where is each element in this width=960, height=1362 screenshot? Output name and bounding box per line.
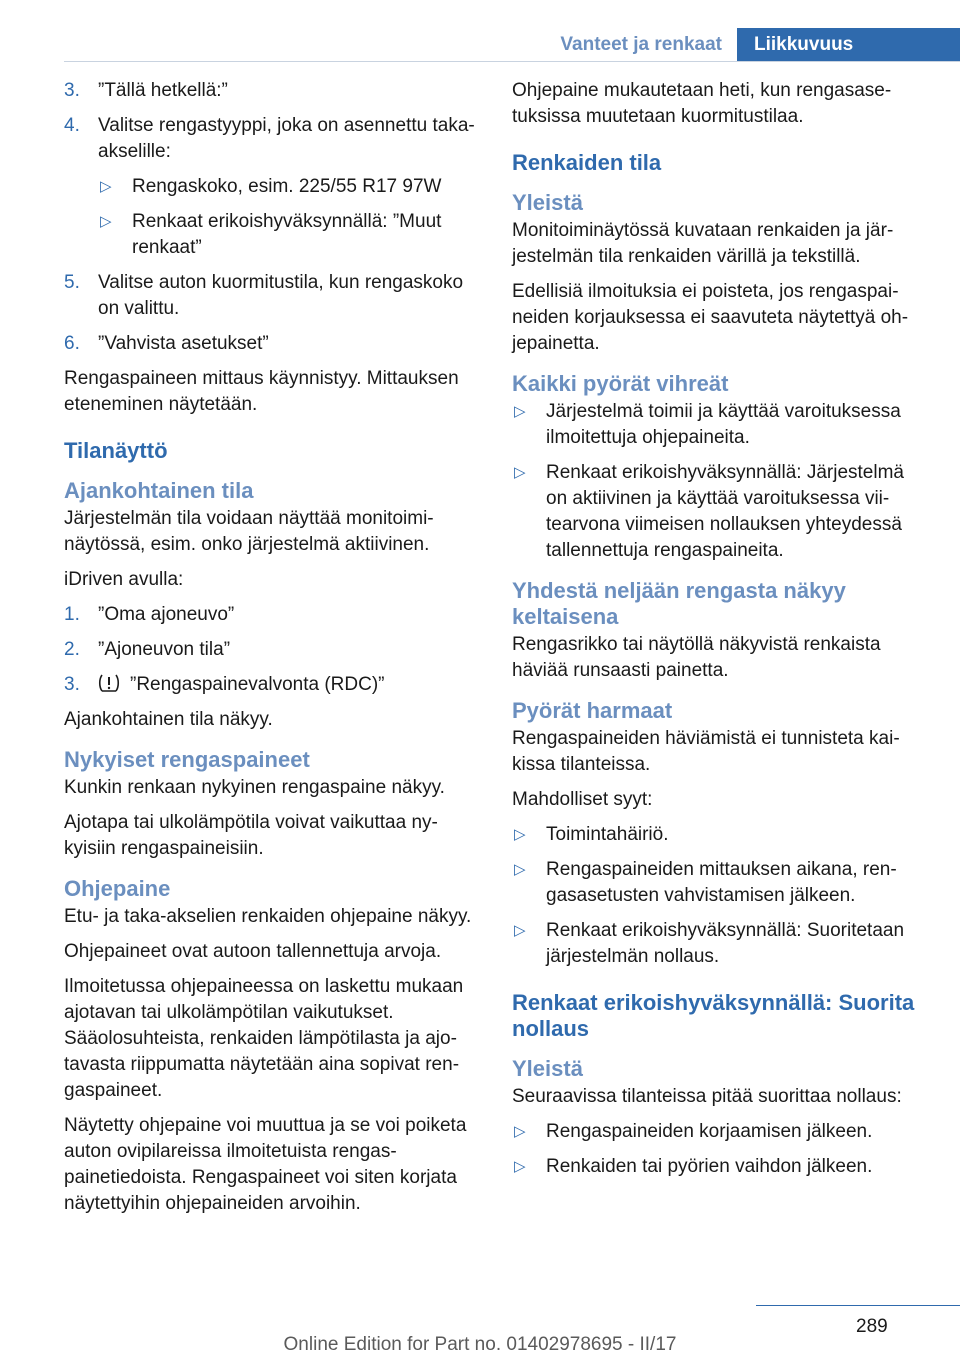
subsection-heading: Yleistä bbox=[512, 1056, 583, 1081]
paragraph: Näytetty ohjepaine voi muuttua ja se voi poiketa auton ovipilareissa ilmoitetuista rengaspainetiedoista. Rengaspaineet voi siten korjata näytettyihin ohjepaineiden arvoihin. bbox=[64, 1115, 467, 1214]
bullet-item bbox=[512, 918, 928, 970]
sub-bullet bbox=[98, 174, 476, 200]
paragraph: Ajotapa tai ulkolämpötila voivat vaikuttaa nykyisiin rengaspaineisiin. bbox=[64, 812, 438, 859]
subsection-heading: Pyörät harmaat bbox=[512, 698, 673, 723]
list-item bbox=[64, 331, 476, 357]
subsection-heading: Yleistä bbox=[512, 190, 583, 215]
bullet-item bbox=[512, 822, 928, 848]
paragraph: Rengasrikko tai näytöllä näkyvistä renkaista häviää runsaasti painetta. bbox=[512, 634, 881, 681]
edition-footer: Online Edition for Part no. 01402978695 - II/17 bbox=[283, 1334, 677, 1355]
step-text: Valitse auton kuormitustila, kun rengaskoko on valittu. bbox=[98, 272, 464, 319]
paragraph: Monitoiminäytössä kuvataan renkaiden ja järjestelmän tila renkaiden värillä ja tekstillä. bbox=[512, 220, 894, 267]
header-divider bbox=[64, 61, 960, 62]
list-item bbox=[64, 78, 476, 104]
step-number: 6. bbox=[64, 333, 80, 354]
paragraph: Järjestelmän tila voidaan näyttää monitoiminäytössä, esim. onko järjestelmä aktiivinen. bbox=[64, 508, 434, 555]
list-item bbox=[64, 113, 476, 165]
triangle-bullet-icon: ▷ bbox=[514, 1123, 526, 1140]
bullet-text: Renkaat erikoishyväksynnällä: Järjestelmä on aktiivinen ja käyttää varoituksessa viitearvona viimeisen nollauksen yhteydessä tallennettuja rengaspaineita. bbox=[546, 462, 904, 561]
tire-pressure-warning-icon bbox=[98, 673, 120, 693]
bullet-text: Rengaspaineiden korjaamisen jälkeen. bbox=[546, 1121, 873, 1142]
step-text: ”Oma ajoneuvo” bbox=[98, 604, 235, 625]
step-text: ”Ajoneuvon tila” bbox=[98, 639, 231, 660]
subsection-heading: Ohjepaine bbox=[64, 876, 171, 901]
step-number: 3. bbox=[64, 674, 80, 695]
step-number: 2. bbox=[64, 639, 80, 660]
sub-bullet bbox=[98, 209, 476, 261]
header-section-title: Vanteet ja renkaat bbox=[560, 33, 722, 55]
header-chapter-tab: Liikkuvuus bbox=[737, 28, 960, 61]
page-number-rule bbox=[756, 1305, 960, 1306]
paragraph: Etu- ja taka-akselien renkaiden ohjepaine näkyy. bbox=[64, 906, 472, 927]
left-column bbox=[64, 78, 476, 1226]
right-column bbox=[512, 78, 928, 1189]
paragraph: iDriven avulla: bbox=[64, 569, 184, 590]
paragraph: Seuraavissa tilanteissa pitää suorittaa nollaus: bbox=[512, 1086, 902, 1107]
subsection-heading: Nykyiset rengaspaineet bbox=[64, 747, 310, 772]
step-text: ”Rengaspainevalvonta (RDC)” bbox=[130, 674, 385, 695]
list-item bbox=[64, 602, 476, 628]
paragraph: Ilmoitetussa ohjepaineessa on laskettu mukaan ajotavan tai ulkolämpötilan vaikutukset. Sääolosuhteista, renkaiden lämpötilasta ja ajotavasta riippumatta näytetään aina sopivat rengaspaineet. bbox=[64, 976, 464, 1101]
page-number: 289 bbox=[856, 1316, 888, 1337]
step-text: ”Tällä hetkellä:” bbox=[98, 80, 228, 101]
paragraph: Mahdolliset syyt: bbox=[512, 789, 653, 810]
paragraph: Rengaspaineen mittaus käynnistyy. Mittauksen eteneminen näytetään. bbox=[64, 368, 459, 415]
step-text: Valitse rengastyyppi, joka on asennettu taka-akselille: bbox=[98, 115, 475, 162]
triangle-bullet-icon: ▷ bbox=[514, 826, 526, 843]
bullet-text: Toimintahäiriö. bbox=[546, 824, 669, 845]
step-number: 5. bbox=[64, 272, 80, 293]
triangle-bullet-icon: ▷ bbox=[514, 922, 526, 939]
triangle-bullet-icon: ▷ bbox=[514, 861, 526, 878]
bullet-item bbox=[512, 1154, 928, 1180]
list-item bbox=[64, 637, 476, 663]
triangle-bullet-icon: ▷ bbox=[100, 213, 112, 230]
step-number: 3. bbox=[64, 80, 80, 101]
bullet-item bbox=[512, 399, 928, 451]
bullet-text: Renkaat erikoishyväksynnällä: Suoritetaan järjestelmän nollaus. bbox=[546, 920, 905, 967]
step-number: 4. bbox=[64, 115, 80, 136]
triangle-bullet-icon: ▷ bbox=[514, 464, 526, 481]
bullet-text: Renkaat erikoishyväksynnällä: ”Muut renkaat” bbox=[132, 211, 442, 258]
section-heading: Renkaat erikoishyväksynnällä: Suorita nollaus bbox=[512, 990, 915, 1041]
list-item bbox=[64, 672, 476, 698]
subsection-heading: Ajankohtainen tila bbox=[64, 478, 254, 503]
bullet-text: Rengaspaineiden mittauksen aikana, rengasasetusten vahvistamisen jälkeen. bbox=[546, 859, 897, 906]
triangle-bullet-icon: ▷ bbox=[100, 178, 112, 195]
section-heading: Tilanäyttö bbox=[64, 438, 168, 463]
triangle-bullet-icon: ▷ bbox=[514, 1158, 526, 1175]
step-number: 1. bbox=[64, 604, 80, 625]
paragraph: Edellisiä ilmoituksia ei poisteta, jos rengaspaineiden korjauksessa ei saavuteta näytettyä ohjepainetta. bbox=[512, 281, 909, 354]
paragraph: Ohjepaine mukautetaan heti, kun rengasasetuksissa muutetaan kuormitustilaa. bbox=[512, 80, 892, 127]
paragraph: Rengaspaineiden häviämistä ei tunnisteta kaikissa tilanteissa. bbox=[512, 728, 900, 775]
paragraph: Ajankohtainen tila näkyy. bbox=[64, 709, 273, 730]
paragraph: Kunkin renkaan nykyinen rengaspaine näkyy. bbox=[64, 777, 445, 798]
triangle-bullet-icon: ▷ bbox=[514, 403, 526, 420]
bullet-item bbox=[512, 460, 928, 564]
paragraph: Ohjepaineet ovat autoon tallennettuja arvoja. bbox=[64, 941, 442, 962]
bullet-text: Rengaskoko, esim. 225/55 R17 97W bbox=[132, 176, 442, 197]
bullet-item bbox=[512, 1119, 928, 1145]
subsection-heading: Yhdestä neljään rengasta näkyy keltaisena bbox=[512, 578, 846, 629]
section-heading: Renkaiden tila bbox=[512, 150, 662, 175]
subsection-heading: Kaikki pyörät vihreät bbox=[512, 371, 729, 396]
list-item bbox=[64, 270, 476, 322]
step-text: ”Vahvista asetukset” bbox=[98, 333, 269, 354]
bullet-text: Järjestelmä toimii ja käyttää varoituksessa ilmoitettuja ohjepaineita. bbox=[546, 401, 901, 448]
bullet-text: Renkaiden tai pyörien vaihdon jälkeen. bbox=[546, 1156, 873, 1177]
bullet-item bbox=[512, 857, 928, 909]
